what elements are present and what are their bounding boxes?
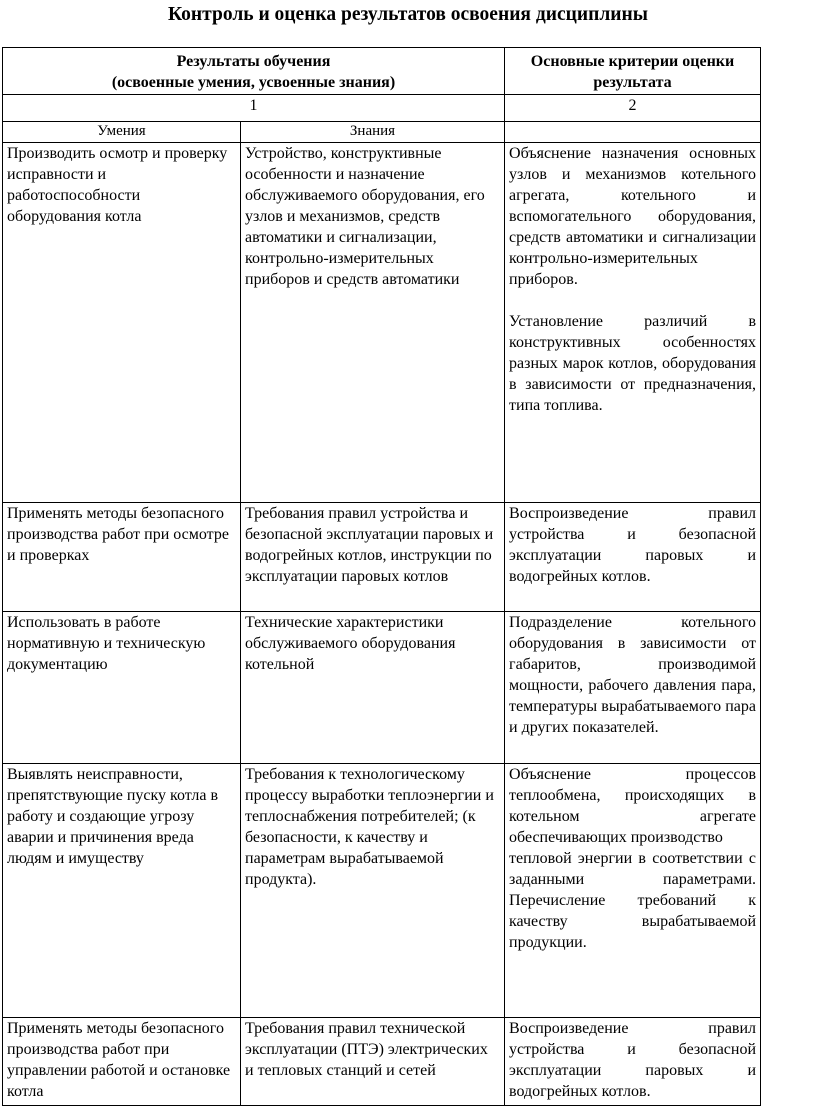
table-row <box>3 143 761 503</box>
subheader-skills: Умения <box>3 122 241 143</box>
table-row <box>3 764 761 1018</box>
header-learning-results <box>3 48 505 95</box>
skill-cell: Производить осмотр и проверку исправности и работоспособности оборудования котла <box>3 143 241 503</box>
criteria-cell <box>505 612 761 764</box>
table-row <box>3 503 761 612</box>
criteria-paragraph: Объяснение назначения основных узлов и механизмов котельного агрегата, котельного и вспомогательного оборудования, средств автоматики и сигнализации контрольно-измерительных приборов. <box>509 145 757 288</box>
knowledge-cell: Требования правил технической эксплуатации (ПТЭ) электрических и тепловых станций и сетей <box>241 1018 505 1106</box>
table-row <box>3 612 761 764</box>
table-row <box>3 1018 761 1106</box>
skill-cell: Использовать в работе нормативную и техническую документацию <box>3 612 241 764</box>
criteria-paragraph: Подразделение котельного оборудования в зависимости от габаритов, производимой мощности, рабочего давления пара, температуры вырабатываемого пара и других показателей. <box>509 614 757 736</box>
criteria-cell <box>505 764 761 1018</box>
header-criteria: Основные критерии оценки результата <box>505 48 761 95</box>
skill-cell: Применять методы безопасного производства работ при осмотре и проверках <box>3 503 241 612</box>
criteria-paragraph: Объяснение процессов теплообмена, происходящих в котельном агрегате обеспечивающих производство <box>509 766 757 846</box>
knowledge-cell: Технические характеристики обслуживаемого оборудования котельной <box>241 612 505 764</box>
column-numbers-row <box>3 95 761 122</box>
header-learning-results-line1: Результаты обучения <box>176 53 331 70</box>
criteria-paragraph: Воспроизведение правил устройства и безопасной эксплуатации паровых и водогрейных котлов. <box>509 1020 757 1100</box>
page-title: Контроль и оценка результатов освоения дисциплины <box>168 4 648 25</box>
column-number-1: 1 <box>3 95 505 122</box>
knowledge-cell: Требования правил устройства и безопасной эксплуатации паровых и водогрейных котлов, инструкции по эксплуатации паровых котлов <box>241 503 505 612</box>
criteria-cell <box>505 503 761 612</box>
criteria-cell <box>505 143 761 503</box>
knowledge-cell: Устройство, конструктивные особенности и назначение обслуживаемого оборудования, его узлов и механизмов, средств автоматики и сигнализации, контрольно-измерительных приборов и средств автоматики <box>241 143 505 503</box>
header-learning-results-line2: (освоенные умения, усвоенные знания) <box>111 74 396 91</box>
subheader-empty <box>505 122 761 143</box>
criteria-paragraph: тепловой энергии в соответствии с заданными параметрами. Перечисление требований к качеству вырабатываемой продукции. <box>509 850 757 951</box>
criteria-cell <box>505 1018 761 1106</box>
column-number-2: 2 <box>505 95 761 122</box>
skill-cell: Выявлять неисправности, препятствующие пуску котла в работу и создающие угрозу аварии и причинения вреда людям и имуществу <box>3 764 241 1018</box>
results-table <box>2 47 761 1106</box>
table-header-row <box>3 48 761 95</box>
knowledge-cell: Требования к технологическому процессу выработки теплоэнергии и теплоснабжения потребителей; (к безопасности, к качеству и параметрам вырабатываемой продукта). <box>241 764 505 1018</box>
criteria-paragraph: Воспроизведение правил устройства и безопасной эксплуатации паровых и водогрейных котлов. <box>509 505 757 585</box>
subheader-row <box>3 122 761 143</box>
subheader-knowledge: Знания <box>241 122 505 143</box>
criteria-paragraph: Установление различий в конструктивных особенностях разных марок котлов, оборудования в зависимости от предназначения, типа топлива. <box>509 313 757 414</box>
skill-cell: Применять методы безопасного производства работ при управлении работой и остановке котла <box>3 1018 241 1106</box>
